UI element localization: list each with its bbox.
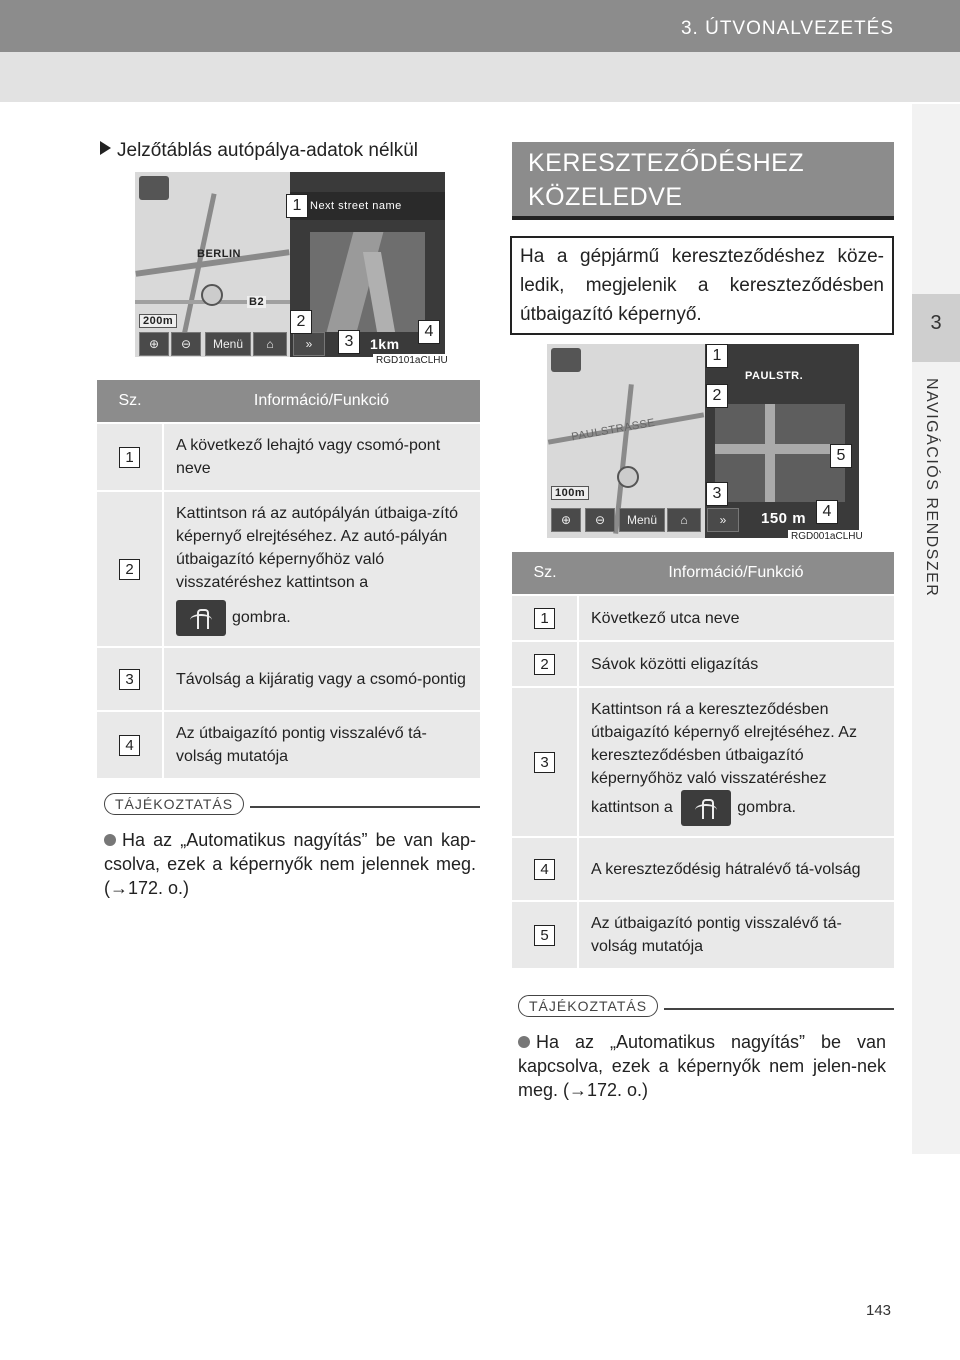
guidance-button-icon bbox=[681, 790, 731, 826]
expand-button[interactable]: » bbox=[293, 332, 325, 356]
chapter-title: 3. ÚTVONALVEZETÉS bbox=[680, 18, 894, 39]
vehicle-position-icon bbox=[617, 466, 639, 488]
next-street-name: Next street name bbox=[310, 200, 402, 212]
map-road-label: B2 bbox=[249, 296, 265, 308]
row-description: Kattintson rá a kereszteződésben útbaigazító képernyő elrejtéséhez. Az kereszteződésben útbaigazító képernyőhöz való visszatéréshez kattintson a gombra. bbox=[578, 687, 894, 837]
info-label: TÁJÉKOZTATÁS bbox=[518, 995, 658, 1017]
info-table-right bbox=[512, 552, 894, 968]
distance-readout: 1km bbox=[370, 336, 400, 352]
column-header-info: Információ/Funkció bbox=[578, 552, 894, 595]
callout-2: 2 bbox=[290, 310, 312, 334]
side-tab-number: 3 bbox=[930, 312, 942, 334]
callout-3: 3 bbox=[706, 482, 728, 506]
guidance-toggle-button[interactable]: ⌂ bbox=[253, 332, 287, 356]
row-description: Az útbaigazító pontig visszalévő tá-volság mutatója bbox=[578, 901, 894, 968]
zoom-in-button[interactable]: ⊕ bbox=[139, 332, 169, 356]
map-scale: 100m bbox=[551, 486, 589, 500]
menu-button[interactable]: Menü bbox=[205, 332, 251, 356]
map-scale: 200m bbox=[139, 314, 177, 328]
map-city-label: BERLIN bbox=[197, 248, 241, 260]
header-band bbox=[0, 52, 960, 102]
callout-5: 5 bbox=[830, 444, 852, 468]
info-divider bbox=[664, 1008, 894, 1010]
row-number: 1 bbox=[534, 608, 555, 629]
callout-3: 3 bbox=[338, 330, 360, 354]
column-header-info: Információ/Funkció bbox=[163, 380, 480, 423]
row-number: 4 bbox=[119, 735, 140, 756]
row-description: Kattintson rá az autópályán útbaiga-zító képernyő elrejtéséhez. Az autó-pályán útbaigazító képernyőhöz való visszatéréshez kattintson a gombra. bbox=[163, 491, 480, 647]
callout-4: 4 bbox=[418, 320, 440, 344]
page-number: 143 bbox=[866, 1302, 892, 1319]
bullet-dot-icon bbox=[104, 834, 116, 846]
section-heading-right: KERESZTEZŐDÉSHEZ KÖZELEDVE bbox=[528, 149, 805, 211]
figure-code: RGD101aCLHU bbox=[373, 354, 451, 367]
side-tab-label: NAVIGÁCIÓS RENDSZER bbox=[923, 378, 940, 598]
nav-screen-intersection bbox=[547, 344, 859, 538]
map-area bbox=[135, 172, 290, 357]
zoom-in-button[interactable]: ⊕ bbox=[551, 508, 581, 532]
info-divider bbox=[250, 806, 480, 808]
compass-icon bbox=[139, 176, 169, 200]
guidance-button-icon bbox=[176, 600, 226, 636]
intro-box: Ha a gépjármű kereszteződéshez köze-ledik, megjelenik a kereszteződésben útbaigazító képernyő. bbox=[510, 236, 894, 335]
row-description: Sávok közötti eligazítás bbox=[578, 641, 894, 687]
row-description: Következő utca neve bbox=[578, 595, 894, 641]
zoom-out-button[interactable]: ⊖ bbox=[585, 508, 615, 532]
row-number: 3 bbox=[119, 669, 140, 690]
info-label: TÁJÉKOZTATÁS bbox=[104, 793, 244, 815]
vehicle-position-icon bbox=[201, 284, 223, 306]
info-table-left bbox=[97, 380, 480, 778]
row-number: 2 bbox=[119, 559, 140, 580]
column-header-number: Sz. bbox=[512, 552, 578, 595]
row-description: Távolság a kijáratig vagy a csomó-pontig bbox=[163, 647, 480, 711]
callout-4: 4 bbox=[816, 500, 838, 524]
row-number: 1 bbox=[119, 447, 140, 468]
expand-button[interactable]: » bbox=[707, 508, 739, 532]
row-description: A következő lehajtó vagy csomó-pont neve bbox=[163, 423, 480, 491]
info-bullet: Ha az „Automatikus nagyítás” be van kap-csolva, ezek a képernyők nem jelennek meg. (→172. o.) bbox=[104, 830, 476, 898]
callout-1: 1 bbox=[286, 194, 308, 218]
row-number: 4 bbox=[534, 859, 555, 880]
row-number: 3 bbox=[534, 752, 555, 773]
figure-code: RGD001aCLHU bbox=[788, 530, 866, 543]
callout-2: 2 bbox=[706, 384, 728, 408]
guidance-toggle-button[interactable]: ⌂ bbox=[667, 508, 701, 532]
zoom-out-button[interactable]: ⊖ bbox=[171, 332, 201, 356]
menu-button[interactable]: Menü bbox=[619, 508, 665, 532]
bullet-dot-icon bbox=[518, 1036, 530, 1048]
row-description: A kereszteződésig hátralévő tá-volság bbox=[578, 837, 894, 901]
row-number: 5 bbox=[534, 925, 555, 946]
side-tab bbox=[912, 104, 960, 1154]
distance-readout: 150 m bbox=[761, 510, 807, 527]
compass-icon bbox=[551, 348, 581, 372]
info-bullet: Ha az „Automatikus nagyítás” be van kapcsolva, ezek a képernyők nem jelen-nek meg. (→172. o.) bbox=[518, 1032, 886, 1100]
map-street-label: PAULSTRASSE bbox=[570, 416, 657, 444]
row-number: 2 bbox=[534, 654, 555, 675]
column-header-number: Sz. bbox=[97, 380, 163, 423]
callout-1: 1 bbox=[706, 344, 728, 368]
next-street-name: PAULSTR. bbox=[745, 370, 804, 382]
triangle-bullet-icon bbox=[100, 141, 111, 155]
row-description: Az útbaigazító pontig visszalévő tá-volság mutatója bbox=[163, 711, 480, 778]
section-heading-left: Jelzőtáblás autópálya-adatok nélkül bbox=[100, 140, 418, 162]
